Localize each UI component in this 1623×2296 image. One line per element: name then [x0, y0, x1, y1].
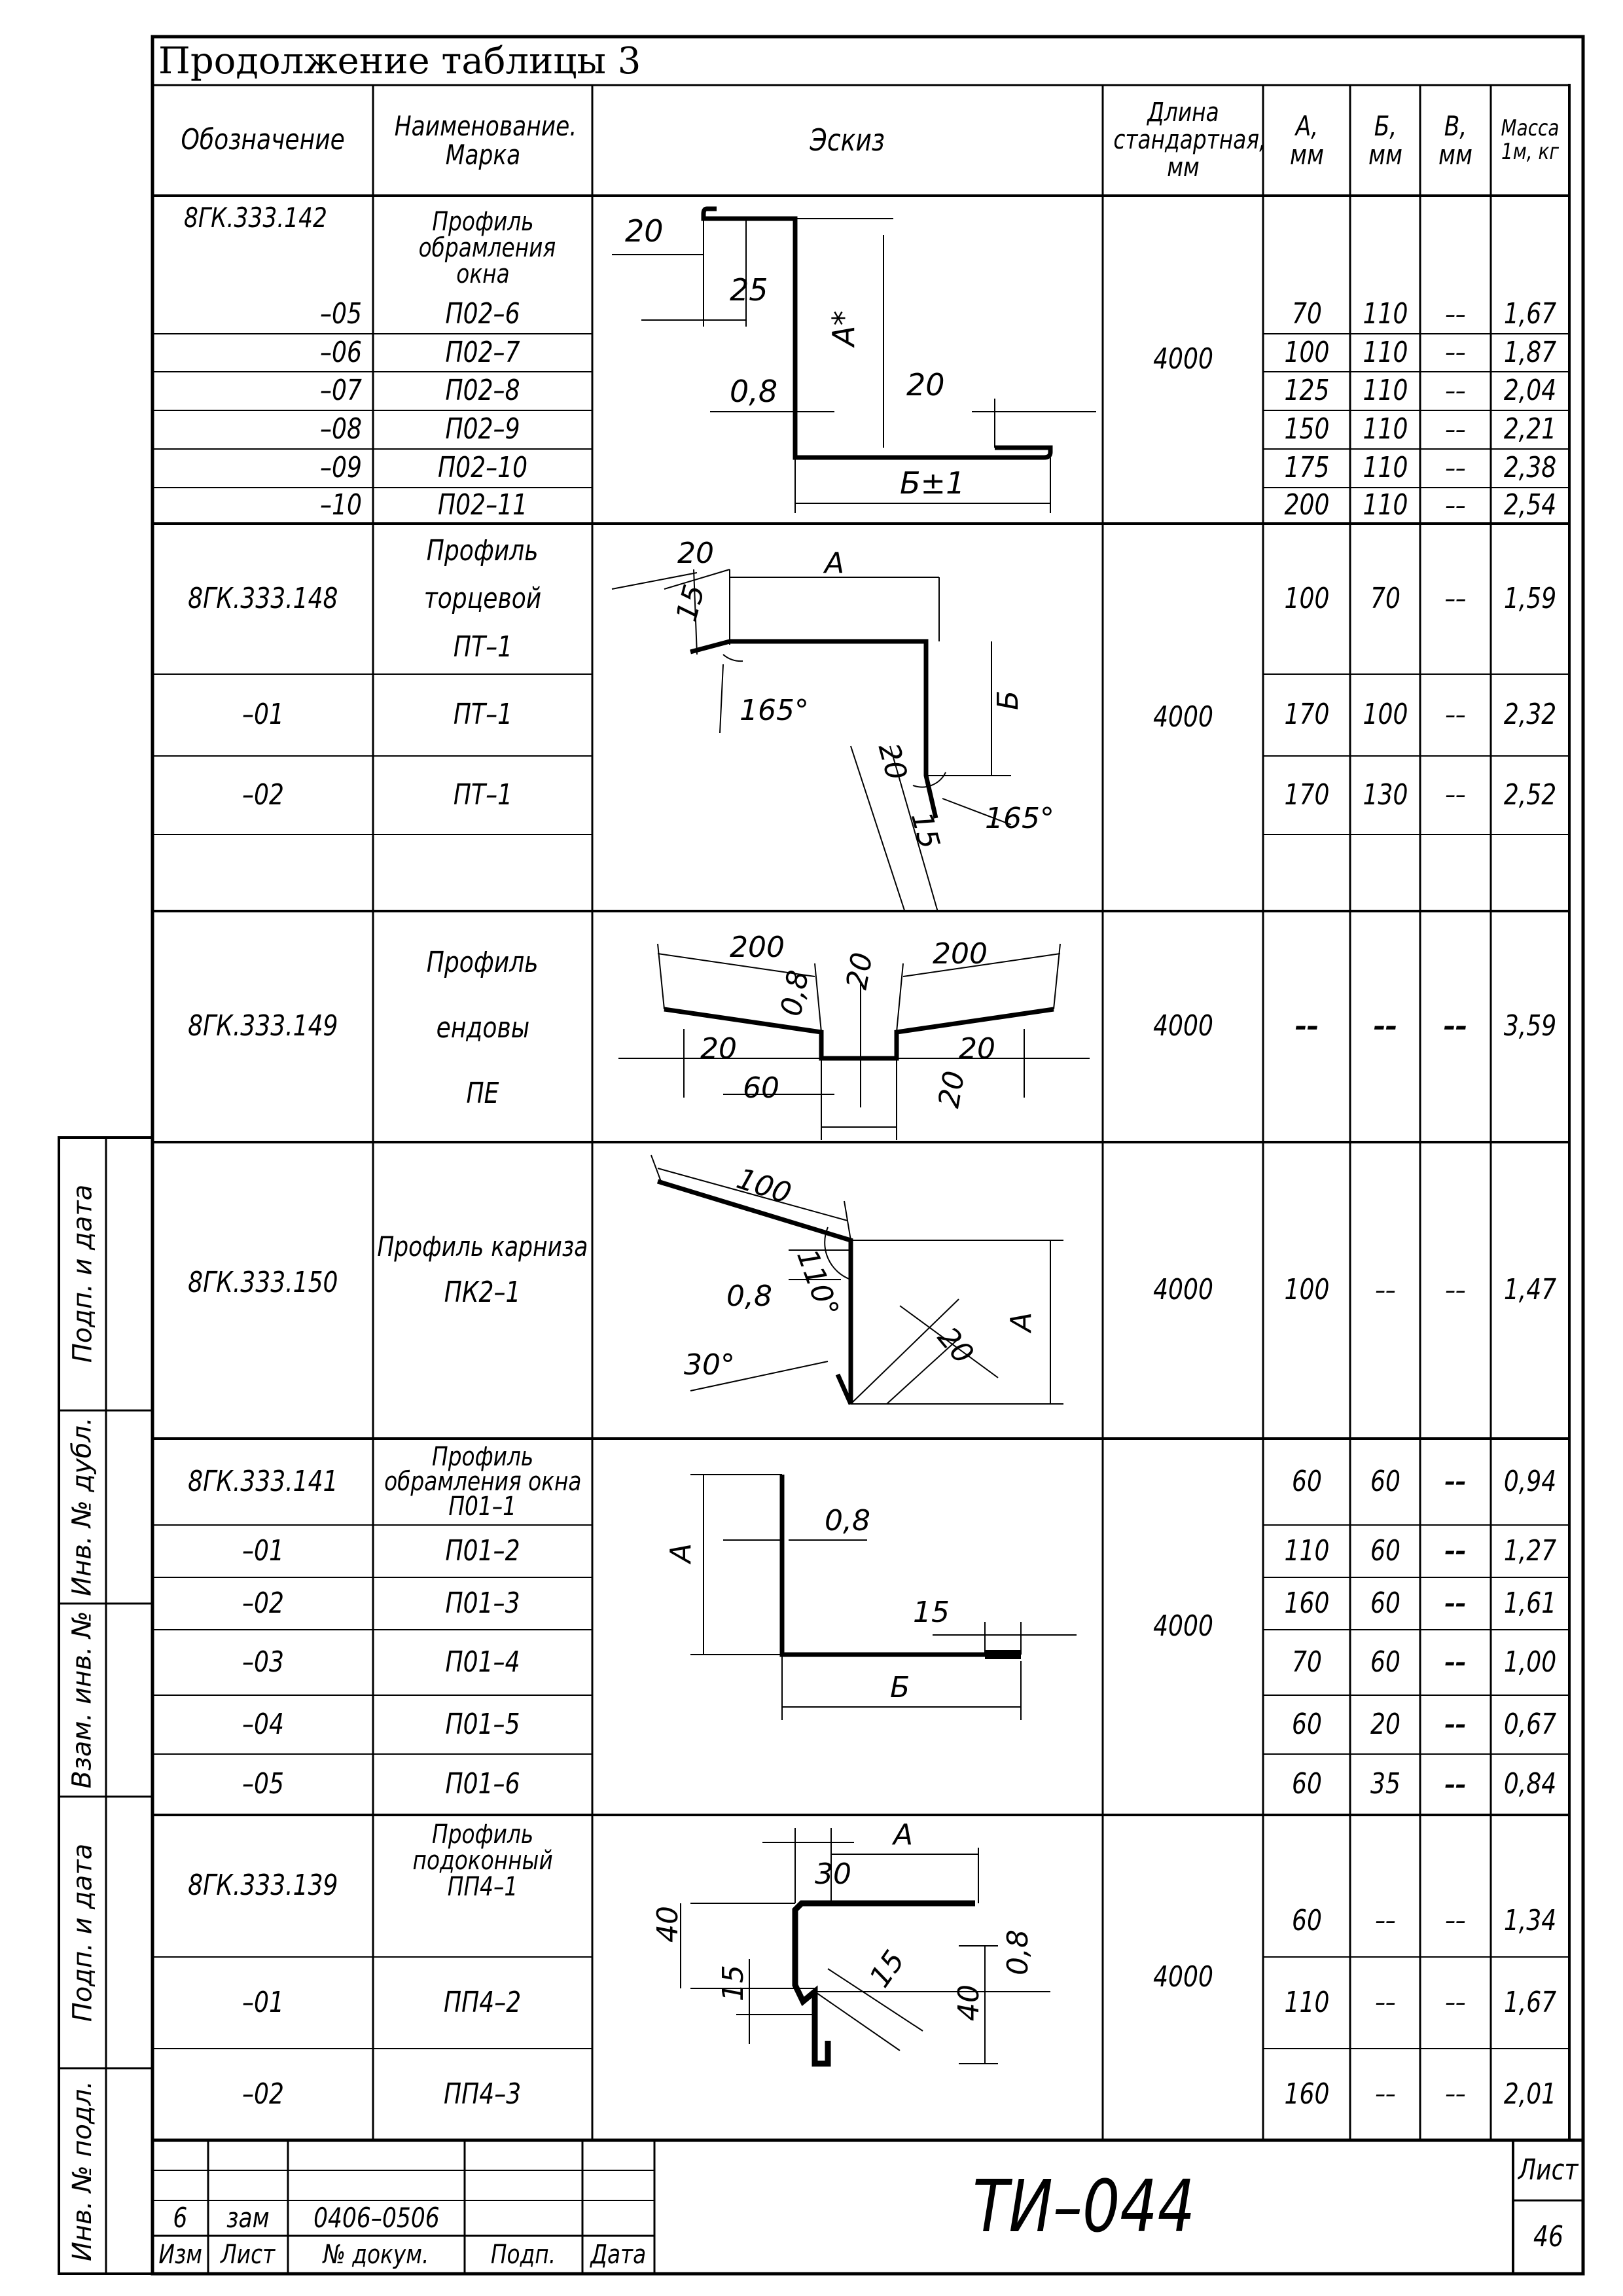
sketch6-dim-6: 0,8 [1001, 1929, 1035, 1975]
g4-v: –– [1445, 1275, 1466, 1304]
g1-r08-a: 150 [1284, 412, 1329, 446]
header-mass: Масса 1м, кг [1501, 115, 1560, 165]
sketch6-dim-2: 30 [815, 1857, 851, 1891]
g1-r06-a: 100 [1284, 335, 1329, 369]
sketch3-dim-3: 20 [840, 950, 880, 992]
sketch4-dim-5: А [1005, 1312, 1038, 1332]
g5-row-05-name: П01–6 [445, 1767, 520, 1801]
sketch2-dim-1: 20 [677, 537, 714, 570]
g1-r07-v: –– [1445, 376, 1466, 405]
sketch2-dim-6: 20 [871, 739, 914, 784]
g1-row-10-name: П02–11 [438, 488, 527, 522]
g1-r09-v: –– [1445, 453, 1466, 482]
g5-r01-v: –– [1444, 1536, 1467, 1566]
g4-a: 100 [1284, 1273, 1329, 1307]
g5-r03-v: –– [1444, 1647, 1467, 1677]
header-name: Наименование. Марка [394, 109, 577, 171]
g1-row-05-designation: –05 [320, 297, 362, 331]
g5-r01-mass: 1,27 [1503, 1534, 1557, 1568]
g3-mass: 3,59 [1503, 1009, 1557, 1043]
sketch2-dim-7: 15 [904, 808, 946, 853]
g1-length: 4000 [1152, 342, 1213, 376]
g6-r02-b: –– [1374, 2079, 1396, 2109]
g5-r00-a: 60 [1291, 1464, 1322, 1498]
header-designation: Обозначение [181, 123, 345, 157]
g2-r00-mass: 1,59 [1503, 581, 1557, 615]
sketch4-dim-2: 110° [790, 1245, 846, 1322]
g5-r02-b: 60 [1370, 1586, 1400, 1620]
g2-r02-mass: 2,52 [1503, 778, 1557, 812]
tb-label-izm: Изм [158, 2240, 202, 2270]
g6-r02-v: –– [1445, 2079, 1466, 2109]
g2-r02-a: 170 [1284, 778, 1329, 812]
sketch3-dim-7: 20 [959, 1032, 995, 1066]
g1-r06-b: 110 [1363, 335, 1408, 369]
g1-row-08-designation: –08 [320, 412, 362, 446]
g2-designation-main: 8ГК.333.148 [187, 581, 338, 615]
g1-designation-main: 8ГК.333.142 [184, 201, 327, 234]
side-stamp-inv-podl: Инв. № подл. [67, 2081, 98, 2261]
g3-b: –– [1373, 1009, 1397, 1043]
sketch-profile-pp4 [592, 1815, 1103, 2140]
side-stamp-sign-date-1: Подп. и дата [67, 1184, 98, 1363]
sketch3-dim-1: 200 [730, 931, 785, 964]
sketch3-dim-2: 0,8 [774, 967, 816, 1019]
tb-rev-list: зам [226, 2201, 270, 2234]
g2-row-02-designation: –02 [241, 778, 284, 812]
g5-r00-mass: 0,94 [1503, 1464, 1557, 1498]
g1-row-07-designation: –07 [320, 374, 362, 408]
g1-r05-mass: 1,67 [1503, 297, 1557, 331]
g1-r08-b: 110 [1363, 412, 1408, 446]
sketch6-dim-3: 40 [651, 1906, 685, 1943]
sketch-profile-pe [592, 911, 1103, 1142]
g3-v: –– [1443, 1009, 1468, 1043]
g1-r10-v: –– [1445, 490, 1466, 520]
g5-r02-a: 160 [1284, 1586, 1329, 1620]
header-length: Длина стандартная, мм [1113, 98, 1266, 183]
g5-r00-b: 60 [1370, 1464, 1400, 1498]
g5-r04-v: –– [1444, 1710, 1467, 1740]
g1-r05-a: 70 [1291, 297, 1322, 331]
g1-r05-b: 110 [1363, 297, 1408, 331]
sketch3-dim-5: 20 [700, 1032, 737, 1066]
sketch5-dim-2: А [664, 1543, 698, 1563]
sketch6-dim-5: 15 [863, 1944, 912, 1994]
sketch5-dim-4: Б [890, 1671, 910, 1704]
g6-r01-v: –– [1445, 1988, 1466, 2017]
g5-r01-a: 110 [1284, 1534, 1329, 1568]
sketch1-dim-4: 0,8 [730, 374, 778, 409]
sketch-profile-p02 [592, 196, 1103, 524]
g6-r00-mass: 1,34 [1503, 1903, 1557, 1937]
g1-r10-mass: 2,54 [1503, 488, 1557, 522]
sketch4-dim-1: 100 [732, 1162, 796, 1211]
sketch4-dim-3: 0,8 [726, 1280, 772, 1313]
sketch3-dim-8: 20 [932, 1068, 972, 1111]
sketch4-dim-4: 20 [931, 1321, 980, 1371]
g5-r04-mass: 0,67 [1503, 1707, 1557, 1741]
side-stamp-vzam-inv: Взам. инв. № [67, 1611, 98, 1789]
sketch6-dim-1: А [893, 1818, 914, 1852]
sketch5-dim-1: 0,8 [825, 1504, 870, 1537]
g2-r01-mass: 2,32 [1503, 698, 1557, 732]
sketch1-dim-2: 25 [730, 272, 768, 308]
g5-row-03-designation: –03 [241, 1645, 284, 1679]
g2-row-01-name: ПТ–1 [453, 698, 512, 732]
g1-r07-a: 125 [1284, 374, 1329, 408]
g4-b: –– [1374, 1275, 1396, 1304]
sketch2-dim-8: 165° [985, 802, 1054, 835]
g5-r03-a: 70 [1291, 1645, 1322, 1679]
g6-r01-a: 110 [1284, 1985, 1329, 2019]
tb-sheet-label: Лист [1518, 2153, 1578, 2187]
g6-r01-b: –– [1374, 1988, 1396, 2017]
sketch6-dim-4: 15 [717, 1965, 750, 2001]
g5-designation-main: 8ГК.333.141 [187, 1464, 338, 1498]
sketch5-dim-3: 15 [913, 1596, 950, 1629]
g6-r00-a: 60 [1291, 1903, 1322, 1937]
g6-r01-mass: 1,67 [1503, 1985, 1557, 2019]
g5-r05-b: 35 [1370, 1767, 1400, 1801]
sketch-profile-pk2 [592, 1142, 1103, 1439]
g1-r08-mass: 2,21 [1503, 412, 1557, 446]
g2-r01-a: 170 [1284, 698, 1329, 732]
g1-r07-b: 110 [1363, 374, 1408, 408]
g2-length: 4000 [1152, 700, 1213, 734]
g1-row-07-name: П02–8 [445, 374, 520, 408]
tb-label-sign: Подп. [491, 2240, 556, 2270]
g3-a: –– [1294, 1009, 1319, 1043]
g1-r09-mass: 2,38 [1503, 451, 1557, 485]
g1-r09-a: 175 [1284, 451, 1329, 485]
g6-row-02-designation: –02 [241, 2077, 284, 2111]
g5-r05-a: 60 [1291, 1767, 1322, 1801]
g5-row-04-designation: –04 [241, 1707, 284, 1741]
g5-row-01-designation: –01 [241, 1534, 284, 1568]
g1-row-05-name: П02–6 [445, 297, 520, 331]
g5-row-02-designation: –02 [241, 1586, 284, 1620]
sketch2-dim-2: 15 [669, 581, 712, 626]
sketch1-dim-6: Б±1 [900, 465, 965, 501]
g5-r05-mass: 0,84 [1503, 1767, 1557, 1801]
tb-sheet-number: 46 [1533, 2219, 1563, 2253]
sketch4-dim-6: 30° [684, 1348, 735, 1382]
g2-r00-v: –– [1444, 584, 1467, 614]
g1-r06-mass: 1,87 [1503, 335, 1557, 369]
tb-label-list: Лист [221, 2240, 276, 2270]
tb-rev-izm: 6 [173, 2201, 188, 2234]
g1-row-09-designation: –09 [320, 451, 362, 485]
header-sketch: Эскиз [810, 122, 885, 158]
g5-r04-a: 60 [1291, 1707, 1322, 1741]
g1-r06-v: –– [1445, 338, 1466, 367]
g2-row-02-name: ПТ–1 [453, 778, 512, 812]
g3-length: 4000 [1152, 1009, 1213, 1043]
tb-document-code: ТИ–044 [972, 2164, 1195, 2249]
g1-r08-v: –– [1445, 414, 1466, 444]
g6-r00-b: –– [1374, 1906, 1396, 1935]
g6-r00-v: –– [1445, 1906, 1466, 1935]
g6-designation-main: 8ГК.333.139 [187, 1869, 338, 1903]
sketch6-dim-7: 40 [952, 1984, 986, 2021]
g5-r02-v: –– [1444, 1588, 1467, 1619]
table-caption: Продолжение таблицы 3 [158, 40, 641, 82]
sketch2-dim-4: 165° [740, 694, 809, 727]
g6-name-main: Профиль подоконный ПП4–1 [412, 1820, 553, 1902]
tb-label-doc: № докум. [323, 2240, 429, 2270]
g1-name-main: Профиль обрамления окна [418, 207, 556, 289]
g5-r04-b: 20 [1370, 1707, 1400, 1741]
sketch2-dim-3: А [825, 547, 845, 580]
side-stamp-inv-dubl: Инв. № дубл. [67, 1417, 98, 1596]
header-v: В, мм [1438, 109, 1472, 171]
side-stamp-sign-date-2: Подп. и дата [67, 1843, 98, 2022]
g1-row-06-designation: –06 [320, 335, 362, 369]
g5-name-main: Профиль обрамления окна П01–1 [383, 1442, 582, 1522]
g2-r02-v: –– [1445, 780, 1466, 810]
g2-r01-b: 100 [1363, 698, 1408, 732]
g6-row-01-name: ПП4–2 [444, 1985, 522, 2019]
g2-r01-v: –– [1445, 700, 1466, 729]
g1-r05-v: –– [1445, 299, 1466, 329]
g5-r00-v: –– [1444, 1467, 1467, 1497]
g6-row-01-designation: –01 [241, 1985, 284, 2019]
g5-r02-mass: 1,61 [1503, 1586, 1557, 1620]
sketch1-dim-3: А* [826, 310, 861, 346]
g2-name-main: Профиль торцевой ПТ–1 [423, 534, 542, 664]
g5-r03-mass: 1,00 [1503, 1645, 1557, 1679]
g5-row-05-designation: –05 [241, 1767, 284, 1801]
sketch2-dim-5: Б [991, 690, 1025, 710]
g5-r01-b: 60 [1370, 1534, 1400, 1568]
g6-r02-a: 160 [1284, 2077, 1329, 2111]
g2-row-01-designation: –01 [241, 698, 284, 732]
g1-row-06-name: П02–7 [445, 335, 520, 369]
header-a: А, мм [1289, 109, 1324, 171]
g2-r00-a: 100 [1284, 581, 1329, 615]
sketch-profile-p01 [592, 1439, 1103, 1815]
g1-r10-a: 200 [1284, 488, 1329, 522]
header-b: Б, мм [1368, 109, 1402, 171]
g4-name: Профиль карниза ПК2–1 [377, 1230, 588, 1309]
g6-row-02-name: ПП4–3 [444, 2077, 522, 2111]
sketch1-dim-5: 20 [906, 367, 945, 403]
g5-row-04-name: П01–5 [445, 1707, 520, 1741]
g2-r00-b: 70 [1370, 581, 1400, 615]
g1-r09-b: 110 [1363, 451, 1408, 485]
tb-rev-doc: 0406–0506 [313, 2201, 440, 2234]
g4-length: 4000 [1152, 1273, 1213, 1307]
g1-r10-b: 110 [1363, 488, 1408, 522]
sketch3-dim-4: 200 [933, 937, 988, 971]
g1-row-10-designation: –10 [320, 488, 362, 522]
g3-designation: 8ГК.333.149 [187, 1009, 338, 1043]
tb-label-date: Дата [590, 2240, 647, 2270]
g4-mass: 1,47 [1503, 1273, 1557, 1307]
g5-r05-v: –– [1444, 1769, 1467, 1800]
g4-designation: 8ГК.333.150 [187, 1265, 338, 1299]
g2-r02-b: 130 [1363, 778, 1408, 812]
g5-row-01-name: П01–2 [445, 1534, 520, 1568]
g1-row-09-name: П02–10 [438, 451, 527, 485]
g6-r02-mass: 2,01 [1503, 2077, 1557, 2111]
g3-name: Профиль ендовы ПЕ [427, 945, 539, 1110]
g5-row-03-name: П01–4 [445, 1645, 520, 1679]
g5-length: 4000 [1152, 1609, 1213, 1643]
sketch3-dim-6: 60 [743, 1071, 779, 1105]
g1-row-08-name: П02–9 [445, 412, 520, 446]
sketch-profile-pt [592, 524, 1103, 911]
g6-length: 4000 [1152, 1960, 1213, 1994]
g5-r03-b: 60 [1370, 1645, 1400, 1679]
sketch1-dim-1: 20 [625, 213, 664, 249]
g1-r07-mass: 2,04 [1503, 374, 1557, 408]
g5-row-02-name: П01–3 [445, 1586, 520, 1620]
